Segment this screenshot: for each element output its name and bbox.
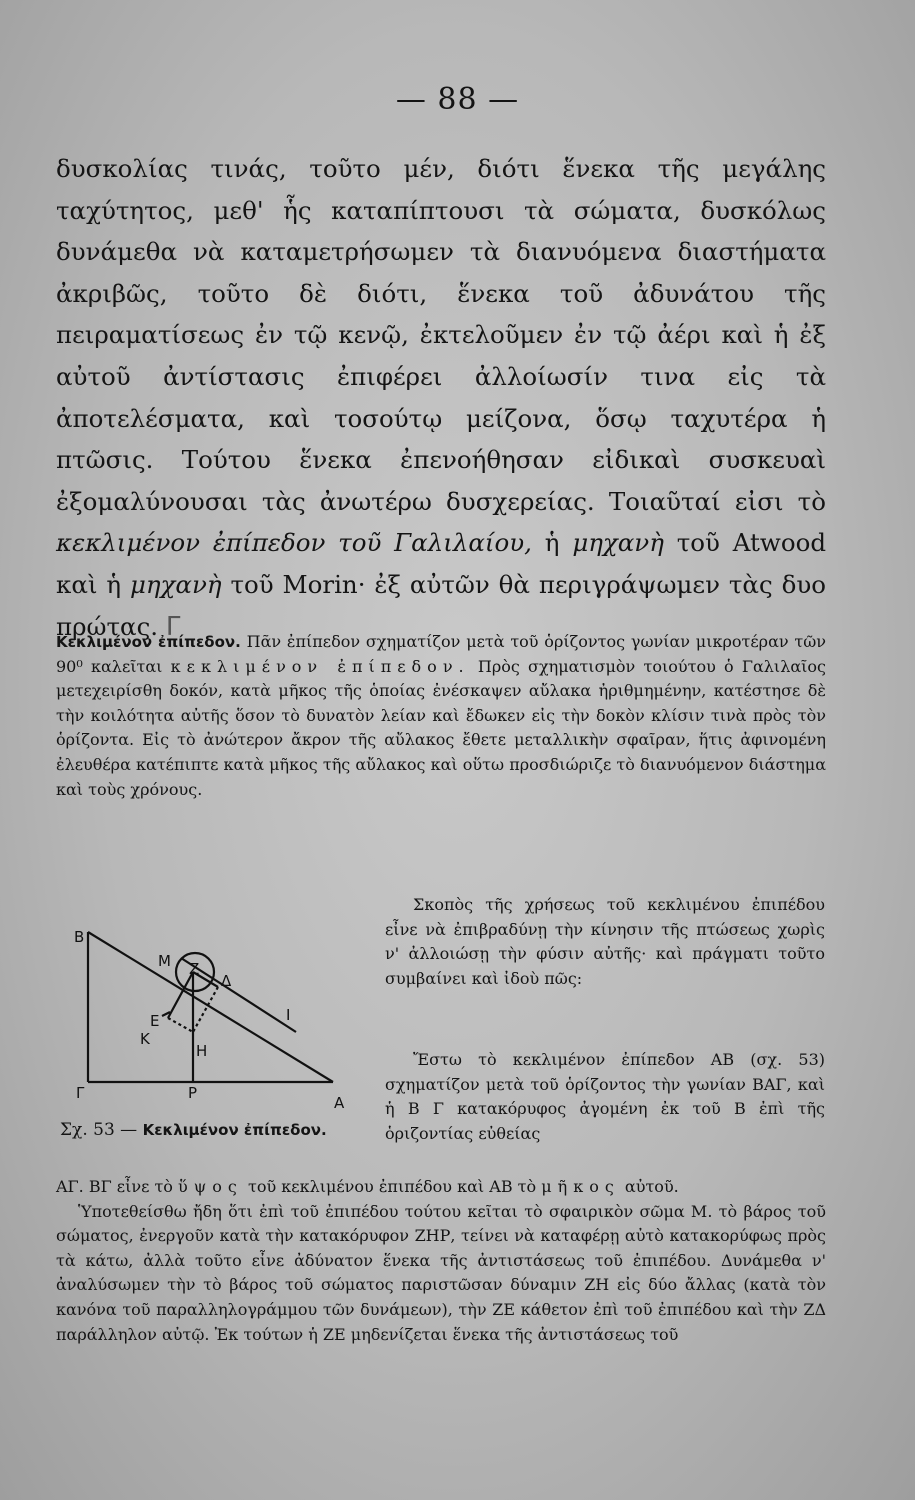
label-p: Ρ: [188, 1084, 198, 1102]
intro-italic-machine-2: μηχανὴ: [129, 569, 222, 599]
caption-number: Σχ. 53 —: [60, 1120, 138, 1140]
label-e: Ε: [150, 1012, 160, 1030]
intro-paragraph: [56, 148, 826, 648]
right-column-paragraph-2: Ἔστω τὸ κεκλιμένον ἐπίπεδον ΑΒ (σχ. 53) σχηματίζον μετὰ τοῦ ὁρίζοντος τὴν γωνίαν ΒΑΓ, καὶ ἡ Β Γ κατακόρυφος ἀγομένη ἐκ τοῦ Β ἐπὶ τῆς ὁριζοντίας εὐθείας: [385, 1050, 825, 1143]
intro-italic-machine-1: μηχανὴ: [572, 528, 664, 558]
intro-text-2: ἡ: [544, 528, 560, 558]
intro-text-4: τοῦ Morin· ἐξ αὐτῶν θὰ περιγράψωμεν τὰς δυο πρώτας.: [56, 569, 826, 641]
label-b: Β: [74, 928, 85, 946]
section-text-2: Πρὸς σχηματισμὸν τοιούτου ὁ Γαλιλαῖος μετεχειρίσθη δοκόν, κατὰ μῆκος τῆς ὁποίας ἐνέσκαψεν αὔλακα ἠριθμημένην, κατέστησε δὲ τὴν κοιλότητα αὐτῆς ὅσον τὸ δυνατὸν λείαν καὶ ἔδωκεν εἰς τὴν δοκὸν κλίσιν τινὰ πρὸς τὸν ὁρίζοντα. Εἰς τὸ ἀνώτερον ἄκρον τῆς αὔλακος ἔθετε μεταλλικὴν σφαῖραν, ἥτις ἀφινομένη ἐλευθέρα κατέπιπτε κατὰ μῆκος τῆς αὔλακος καὶ οὕτω προσδιώριζε τὸ διανυόμενον διάστημα καὶ τοὺς χρόνους.: [56, 656, 827, 799]
right-column-paragraph-1: Σκοπὸς τῆς χρήσεως τοῦ κεκλιμένου ἐπιπέδου εἶνε νὰ ἐπιβραδύνῃ τὴν κίνησιν τῆς πτώσεως χωρὶς ν' ἀλλοιώσῃ τὴν φύσιν αὐτῆς· καὶ πράγματι τοῦτο συμβαίνει καὶ ἰδοὺ πῶς:: [385, 895, 825, 988]
intro-italic-inclined-plane: κεκλιμένον ἐπίπεδον τοῦ Γαλιλαίου,: [56, 528, 532, 558]
lower-line-text-b: τοῦ κεκλιμένου ἐπιπέδου καὶ ΑΒ τὸ: [247, 1177, 537, 1196]
label-i: Ι: [286, 1006, 291, 1024]
lower-line-text-a: ΑΓ. ΒΓ εἶνε τὸ: [56, 1177, 173, 1196]
label-k: Κ: [140, 1030, 150, 1048]
lower-spaced-length: μῆκος: [541, 1177, 620, 1196]
lower-first-line: [56, 1175, 826, 1200]
caption-title: Κεκλιμένον ἐπίπεδον.: [142, 1121, 327, 1139]
label-h: Η: [196, 1042, 208, 1060]
lower-text: [56, 1175, 826, 1347]
lower-paragraph: Ὑποτεθείσθω ἤδη ὅτι ἐπὶ τοῦ ἐπιπέδου τούτου κεῖται τὸ σφαιρικὸν σῶμα Μ. τὸ βάρος τοῦ σώματος, ἐνεργοῦν κατὰ τὴν κατακόρυφον ΖΗΡ, τείνει νὰ καταφέρῃ αὐτὸ κατακορύφως πρὸς τὰ κάτω, ἀλλὰ τοῦτο εἶνε ἀδύνατον ἕνεκα τῆς ἀντιστάσεως τοῦ ἐπιπέδου. Δυνάμεθα ν' ἀναλύσωμεν τὴν τὸ βάρος τοῦ σώματος παριστῶσαν δύναμιν ΖΗ εἰς δύο ἄλλας (κατὰ τὸν κανόνα τοῦ παραλληλογράμμου τῶν δυνάμεων), τὴν ΖΕ κάθετον ἐπὶ τοῦ ἐπιπέδου καὶ τὴν ΖΔ παράλληλον αὐτῷ. Ἐκ τούτων ἡ ΖΕ μηδενίζεται ἕνεκα τῆς ἀντιστάσεως τοῦ: [56, 1201, 826, 1344]
inclined-plane-diagram: [58, 920, 378, 1120]
hypotenuse-ba: [88, 932, 333, 1082]
label-g: Γ: [76, 1084, 85, 1102]
intro-text: δυσκολίας τινάς, τοῦτο μέν, διότι ἕνεκα τῆς μεγάλης ταχύτητος, μεθ' ἧς καταπίπτουσι τὰ σώματα, δυσκόλως δυνάμεθα νὰ καταμετρήσωμεν τὰ διανυόμενα διαστήματα ἀκριβῶς, τοῦτο δὲ διότι, ἕνεκα τοῦ ἀδυνάτου τῆς πειραματίσεως ἐν τῷ κενῷ, ἐκτελοῦμεν ἐν τῷ ἀέρι καὶ ἡ ἐξ αὐτοῦ ἀντίστασις ἐπιφέρει ἀλλοίωσίν τινα εἰς τὰ ἀποτελέσματα, καὶ τοσούτῳ μείζονα, ὅσῳ ταχυτέρα ἡ πτῶσις. Τούτου ἕνεκα ἐπενοήθησαν εἰδικαὶ συσκευαὶ ἐξομαλύνουσαι τὰς ἀνωτέρω δυσχερείας. Τοιαῦταί εἰσι τὸ: [56, 154, 826, 516]
label-d: Δ: [221, 972, 232, 990]
inclined-plane-figure: [58, 920, 378, 1120]
lower-line-text-c: αὐτοῦ.: [624, 1177, 679, 1196]
label-m: Μ: [158, 952, 171, 970]
lower-spaced-height: ὕψος: [178, 1177, 243, 1196]
section-text-1: Πᾶν ἐπίπεδον σχηματίζον μετὰ τοῦ ὁρίζοντος γωνίαν μικροτέραν τῶν 90⁰ καλεῖται: [56, 632, 827, 676]
section-heading: Κεκλιμένον ἐπίπεδον.: [56, 633, 241, 651]
label-a: Α: [334, 1094, 345, 1112]
dashed-eh: [168, 1018, 193, 1032]
label-z: Ζ: [189, 960, 200, 978]
page-number: — 88 —: [395, 82, 520, 117]
figure-caption: [60, 1120, 390, 1140]
section-paragraph: [56, 630, 826, 802]
intro-text-3: τοῦ Atwood καὶ ἡ: [56, 528, 826, 599]
section-spaced-term: κεκλιμένον ἐπίπεδον.: [170, 656, 470, 676]
margin-mark: Γ: [165, 611, 181, 642]
